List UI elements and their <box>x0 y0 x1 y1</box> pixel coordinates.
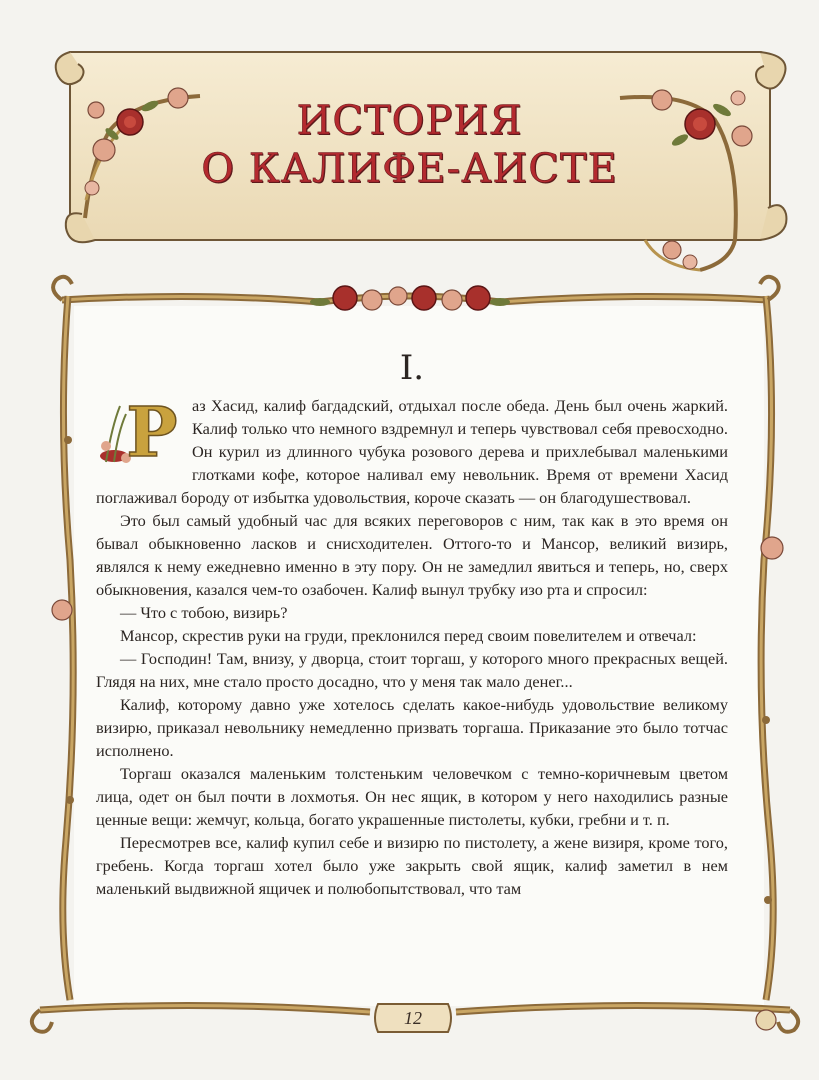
dialog-line: — Господин! Там, внизу, у дворца, стоит торгаш, у которого много прекрасных вещей. Глядя на них, мне стало просто досадно, что у меня так мало денег... <box>96 649 728 691</box>
page-number: 12 <box>404 1008 422 1028</box>
title-line-1: ИСТОРИЯ <box>296 98 523 144</box>
paragraph: Пересмотрев все, калиф купил себе и визирю по пистолету, а жене визиря, кроме того, гребень. Когда торгаш хотел было уже закрыть свой ящик, калиф заметил в нем маленький выдвижной ящичек и полюбопытствовал, что там <box>96 833 728 898</box>
paragraph: Мансор, скрестив руки на груди, преклонился перед своим повелителем и отвечал: <box>120 626 697 645</box>
dialog-line: — Что с тобою, визирь? <box>120 603 288 622</box>
story-text <box>96 348 728 900</box>
paragraph: аз Хасид, калиф багдадский, отдыхал после обеда. День был очень жаркий. Калиф только что немного вздремнул и теперь чувствовал себя превосходно. Он курил из длинного чубука розового дерева и прихлебывал маленькими глотками кофе, которое наливал ему невольник. Время от времени Хасид поглаживал бороду от избытка удовольствия, короче сказать — он благодушествовал. <box>96 396 728 507</box>
paragraph: Это был самый удобный час для всяких переговоров с ним, так как в это время он бывал обыкновенно ласков и снисходителен. Оттого-то и Мансор, великий визирь, являлся к нему ежедневно именно в эту пору. Он не замедлил явиться и теперь, но, сверх обыкновения, казался чем-то озабочен. Калиф вынул трубку изо рта и спросил: <box>96 511 728 599</box>
paragraph: Торгаш оказался маленьким толстеньким человечком с темно-коричневым цветом лица, одет он был почти в лохмотья. Он нес ящик, в котором у него находились разные ценные вещи: жемчуг, кольца, богато украшенные пистолеты, кубки, гребни и т. п. <box>96 764 728 829</box>
drop-cap-initial <box>96 396 184 468</box>
title-scroll-banner <box>0 0 819 290</box>
drop-cap-letter: Р <box>126 396 178 468</box>
title-line-2: О КАЛИФЕ-АИСТЕ <box>201 146 618 192</box>
right-rose-ornament <box>761 537 783 559</box>
paragraph: Калиф, которому давно уже хотелось сделать какое-нибудь удовольствие великому визирю, приказал невольнику немедленно призвать торгаша. Приказание это было тотчас исполнено. <box>96 695 728 760</box>
chapter-number: I. <box>399 348 425 388</box>
left-rose-ornament <box>52 600 72 620</box>
